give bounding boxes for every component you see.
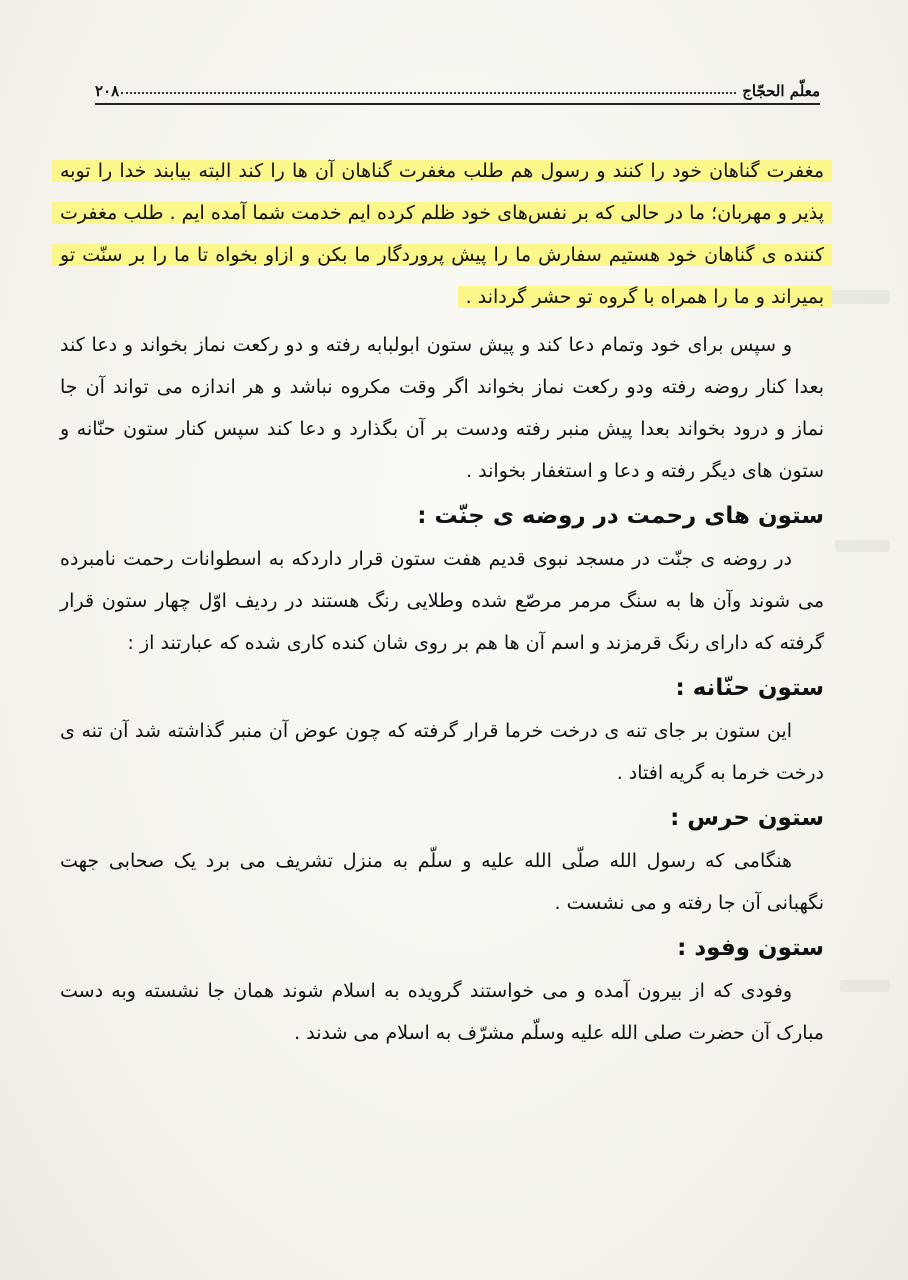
- scan-smudge: [840, 980, 890, 992]
- dotted-leader: [121, 92, 736, 94]
- highlighted-passage: مغفرت گناهان خود را کنند و رسول هم طلب مغفرت گناهان آن ها را کند البته بیابند خدا را توبه پذیر و مهربان؛ ما در حالی که بر نفس‌های خود ظلم کرده ایم خدمت شما آمده ایم . طلب مغفرت کننده ی گناهان خود هستیم سفارش ما را پیش پروردگار ما بکن و ازاو بخواه تا ما را بر سنّت تو بمیراند و ما را همراه با گروه تو حشر گرداند .: [52, 160, 832, 308]
- running-header: [95, 70, 820, 100]
- paragraph-pillars-of-mercy: در روضه ی جنّت در مسجد نبوی قدیم هفت ستون قرار داردکه به اسطوانات رحمت نامبرده می شوند وآن ها به سنگ مرمر مرصّع شده وطلایی رنگ هستند در ردیف اوّل چهار ستون قرار گرفته که دارای رنگ قرمزند و اسم آن ها هم بر روی شان کنده کاری شده که عبارتند از :: [60, 548, 824, 654]
- paragraph-wufud-pillar: وفودی که از بیرون آمده و می خواستند گرویده به اسلام شوند همان جا نشسته وبه دست مبارک آن حضرت صلی الله علیه وسلّم مشرّف به اسلام می شدند .: [60, 980, 824, 1044]
- body-text: [60, 150, 824, 1054]
- heading-pillars-of-mercy: ستون های رحمت در روضه ی جنّت :: [417, 503, 824, 529]
- scan-smudge: [835, 540, 890, 552]
- page-number: ۲۰۸: [95, 82, 120, 100]
- scan-smudge: [830, 290, 890, 304]
- paragraph-hannana-pillar: این ستون بر جای تنه ی درخت خرما قرار گرفته که چون عوض آن منبر گذاشته شد آن تنه ی درخت خرما به گریه افتاد .: [60, 720, 824, 784]
- heading-haras-pillar: ستون حرس :: [670, 805, 824, 831]
- book-title: معلّم الحجّاج: [742, 82, 820, 100]
- highlighted-paragraph: [60, 150, 824, 318]
- heading-wufud-pillar: ستون وفود :: [677, 935, 824, 961]
- paragraph-haras-pillar: هنگامی که رسول الله صلّی الله علیه و سلّم به منزل تشریف می برد یک صحابی جهت نگهبانی آن جا رفته و می نشست .: [60, 850, 824, 914]
- heading-hannana-pillar: ستون حنّانه :: [675, 675, 824, 701]
- header-rule: [95, 103, 820, 105]
- paragraph-prayer: و سپس برای خود وتمام دعا کند و پیش ستون ابولبابه رفته و دو رکعت نماز بخواند و دعا کند بعدا کنار روضه رفته ودو رکعت نماز بخواند اگر وقت مکروه نباشد و هر اندازه می تواند آن جا نماز و درود بخواند بعدا پیش منبر رفته ودست بر آن بگذارد و دعا کند سپس کنار ستون حنّانه و ستون های دیگر رفته و دعا و استغفار بخواند .: [60, 334, 824, 482]
